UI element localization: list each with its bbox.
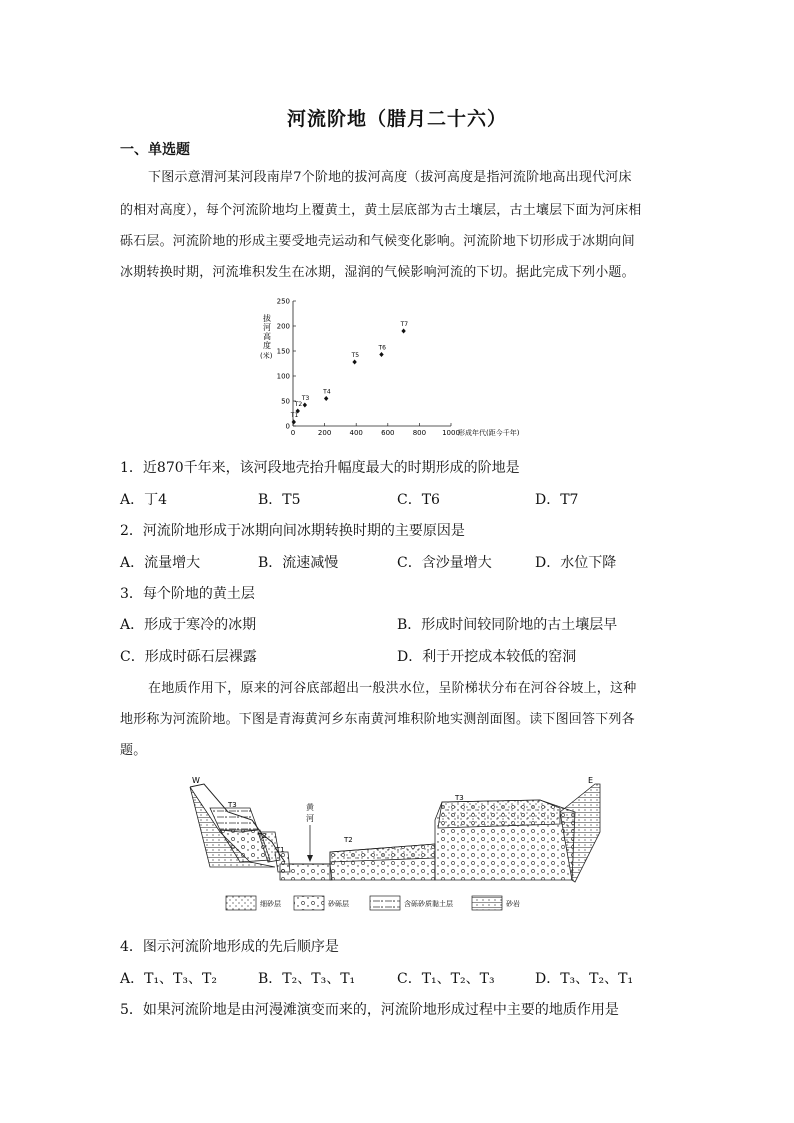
intro1-line-3: 砾石层。河流阶地的形成主要受地壳运动和气候变化影响。河流阶地下切形成于冰期向间: [120, 234, 635, 249]
q1-stem: 1．近870千年来，该河段地壳抬升幅度最大的时期形成的阶地是: [120, 460, 520, 476]
x-tick-label: 800: [412, 429, 427, 437]
terrace-label-west-t3: T3: [228, 801, 237, 809]
chart-axes: [277, 298, 460, 438]
y-axis-label-1: 拔: [263, 314, 271, 323]
q4-option-a[interactable]: A．T₁、T₃、T₂: [120, 971, 217, 987]
intro2-line-3: 题。: [120, 743, 147, 758]
q4-stem: 4．图示河流阶地形成的先后顺序是: [120, 939, 339, 955]
point-t7: [401, 329, 405, 334]
river-label-1: 黄: [306, 803, 314, 812]
point-t4: [324, 396, 328, 401]
y-tick-label: 200: [276, 322, 290, 331]
x-tick-label: 1000: [442, 429, 460, 437]
q3-option-c[interactable]: C．形成时砾石层裸露: [120, 649, 257, 665]
q4-option-d[interactable]: D．T₃、T₂、T₁: [535, 971, 634, 987]
east-t3-top: [438, 800, 560, 828]
section-heading: 一、单选题: [120, 142, 190, 158]
y-tick-label: 100: [276, 372, 290, 381]
west-label: W: [192, 776, 200, 785]
river-label-2: 河: [306, 814, 314, 823]
x-axis-label: 形成年代(距今千年): [458, 429, 520, 437]
chart-marks: [290, 321, 408, 425]
point-label-t5: T5: [351, 352, 360, 359]
point-t3: [303, 403, 307, 408]
legend-sandstone-swatch: [472, 896, 502, 910]
point-t5: [352, 360, 356, 365]
q1-option-b[interactable]: B．T5: [258, 492, 301, 508]
river-arrow-head: [307, 855, 313, 862]
point-t6: [379, 352, 383, 357]
terrace-label-west-t1: T1: [276, 846, 285, 854]
q2-option-c[interactable]: C．含沙量增大: [397, 555, 492, 571]
legend-sandstone: 砂岩: [506, 900, 520, 908]
x-tick-label: 600: [381, 429, 395, 437]
terrace-label-east-t3: T3: [455, 794, 464, 802]
legend-gravel-swatch: [294, 896, 324, 910]
legend-clay-swatch: [370, 896, 400, 910]
intro1-line-1: 下图示意渭河某河段南岸7个阶地的拔河高度（拔河高度是指河流阶地高出现代河床: [148, 170, 632, 185]
intro2-line-1: 在地质作用下，原来的河谷底部超出一般洪水位，呈阶梯状分布在河谷谷坡上，这种: [148, 681, 637, 696]
terrace-label-west-t2: T2: [258, 832, 267, 840]
terrace-label-middle-t2: T2: [344, 836, 353, 844]
y-tick-label: 250: [276, 297, 290, 306]
x-tick-label: 200: [317, 429, 332, 437]
q2-stem: 2．河流阶地形成于冰期向间冰期转换时期的主要原因是: [120, 523, 465, 539]
legend-clay: 含砾砂质黏土层: [404, 900, 453, 908]
point-label-t3: T3: [301, 395, 310, 402]
y-axis-label-3: 高: [263, 332, 271, 341]
x-tick-label: 400: [349, 429, 363, 437]
intro2-line-2: 地形称为河流阶地。下图是青海黄河乡东南黄河堆积阶地实测剖面图。读下图回答下列各: [120, 712, 635, 727]
east-label: E: [588, 776, 594, 785]
q2-option-b[interactable]: B．流速减慢: [258, 555, 339, 571]
q3-option-b[interactable]: B．形成时间较同阶地的古土壤层早: [397, 617, 618, 633]
y-tick-label: 50: [281, 397, 290, 406]
valley-floor: [280, 864, 332, 880]
point-label-t7: T7: [400, 321, 409, 328]
legend-fine-sand-swatch: [226, 896, 256, 910]
x-tick-label: 0: [290, 429, 296, 437]
q3-option-d[interactable]: D．利于开挖成本较低的窑洞: [397, 649, 577, 665]
point-label-t6: T6: [378, 344, 386, 352]
q4-option-b[interactable]: B．T₂、T₃、T₁: [258, 971, 356, 987]
q5-stem: 5．如果河流阶地是由河漫滩演变而来的，河流阶地形成过程中主要的地质作用是: [120, 1002, 619, 1018]
terrace-profile-diagram: [180, 772, 610, 922]
point-label-t2: T2: [294, 401, 303, 408]
point-label-t4: T4: [323, 388, 331, 396]
y-axis-label-4: 度: [263, 341, 271, 350]
legend-gravel: 砂砾层: [328, 900, 349, 908]
intro1-line-2: 的相对高度），每个河流阶地均上覆黄土，黄土层底部为古土壤层，古土壤层下面为河床相: [120, 203, 642, 218]
y-tick-label: 150: [276, 347, 290, 356]
intro1-line-4: 冰期转换时期，河流堆积发生在冰期，湿润的气候影响河流的下切。据此完成下列小题。: [120, 265, 635, 280]
q1-option-c[interactable]: C．T6: [397, 492, 440, 508]
y-axis-label-5: (米): [260, 352, 273, 360]
terrace-height-chart: [255, 295, 555, 443]
q1-option-a[interactable]: A．丁4: [120, 492, 168, 508]
y-tick-label: 0: [285, 422, 290, 431]
point-label-t1: T1: [290, 412, 299, 419]
q1-option-d[interactable]: D．T7: [535, 492, 579, 508]
q2-option-d[interactable]: D．水位下降: [535, 555, 617, 571]
legend-fine-sand: 细砂层: [260, 900, 281, 908]
q2-option-a[interactable]: A．流量增大: [120, 555, 201, 571]
page-title: 河流阶地（腊月二十六）: [286, 108, 507, 130]
q3-option-a[interactable]: A．形成于寒冷的冰期: [120, 617, 257, 633]
point-t1: [292, 420, 296, 425]
q4-option-c[interactable]: C．T₁、T₂、T₃: [397, 971, 495, 987]
y-axis-label-2: 河: [263, 323, 271, 332]
q3-stem: 3．每个阶地的黄土层: [120, 586, 255, 602]
